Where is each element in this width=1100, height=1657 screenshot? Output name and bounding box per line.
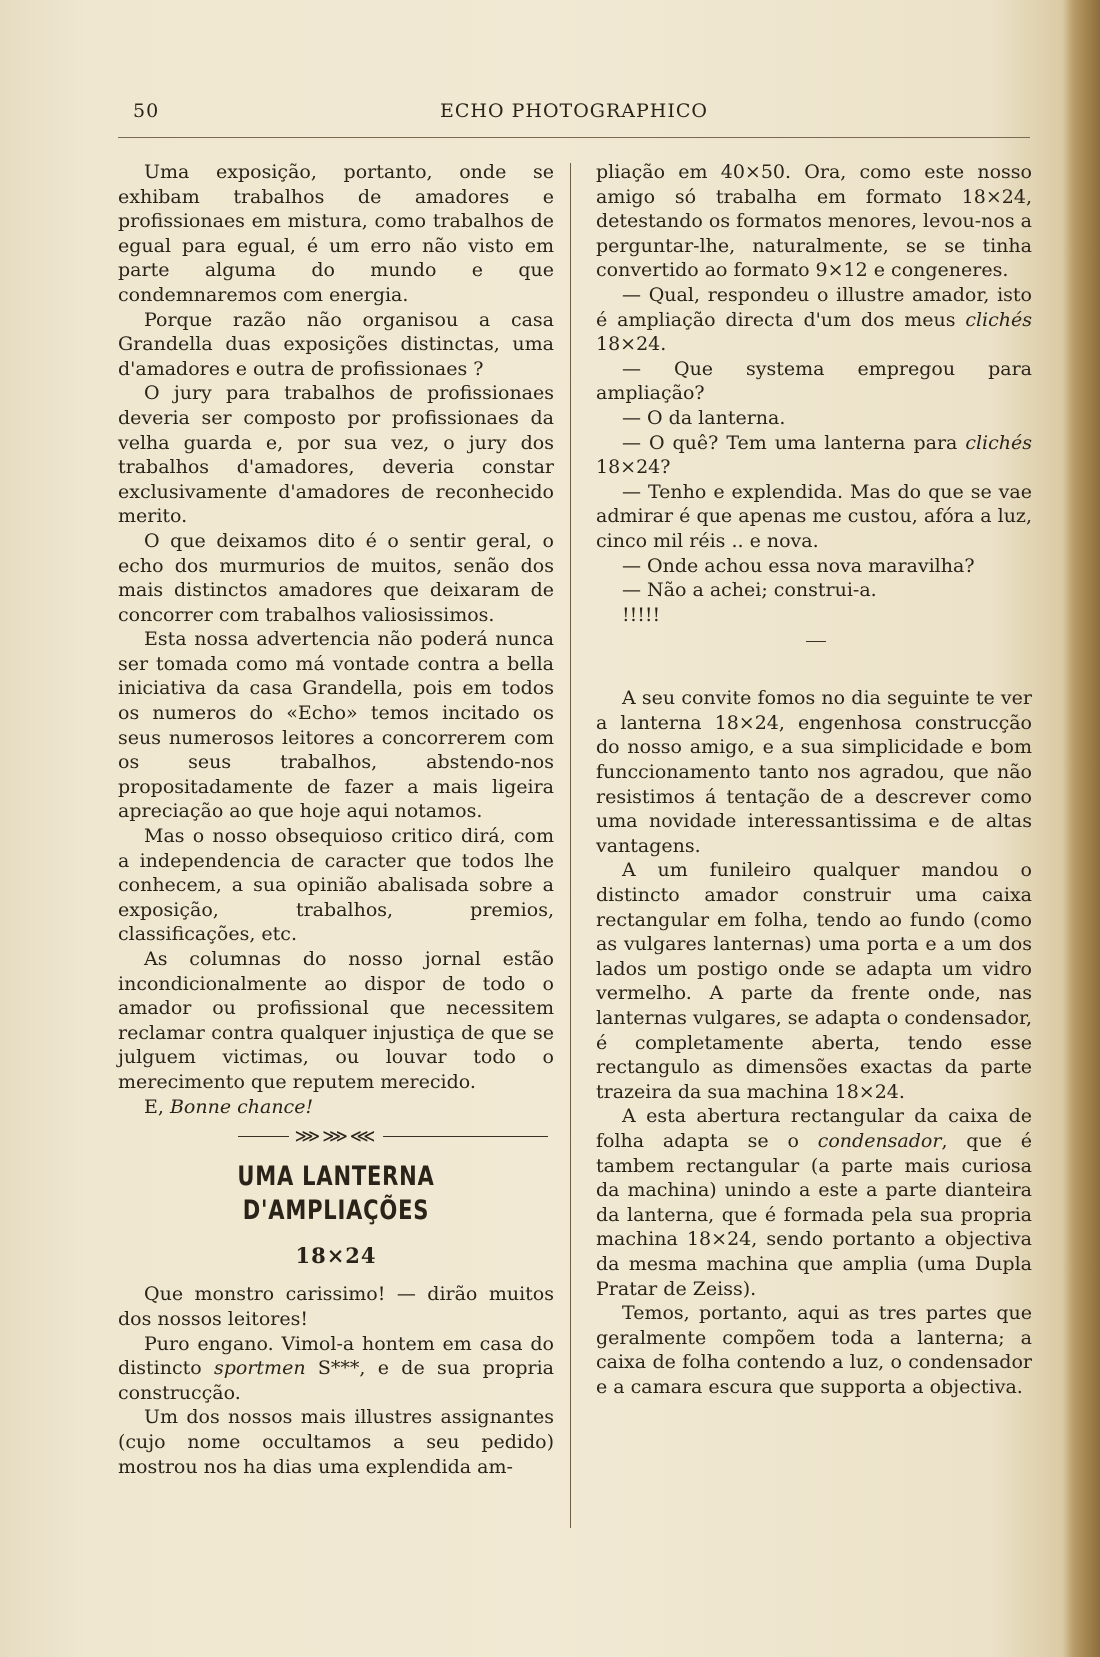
text-span: S***, e de sua propria construcção. (118, 1357, 554, 1404)
paragraph: Temos, portanto, aqui as tres partes que geralmente compõem toda a lanterna; a caixa de folha contendo a luz, o condensador e a camara escura que supporta a objectiva. (596, 1302, 1032, 1398)
paragraph (596, 1104, 1032, 1301)
text-span: A esta abertura rectangular da caixa de folha adapta se o (596, 1105, 1032, 1152)
section-subtitle: 18×24 (295, 1242, 377, 1268)
paragraph: — Tenho e explendida. Mas do que se vae admirar é que apenas me custou, afóra a luz, cinco mil réis .. e nova. (596, 480, 1032, 552)
paragraph (596, 431, 1032, 480)
text-span: 18×24? (596, 456, 671, 479)
spacer (596, 642, 1032, 686)
paragraph: pliação em 40×50. Ora, como este nosso amigo só trabalha em formato 18×24, detestando os formatos menores, levou-nos a perguntar-lhe, naturalmente, se se tinha convertido ao formato 9×12 e congeneres. (596, 161, 1032, 282)
section-ornament (118, 1125, 554, 1150)
header-rule (118, 137, 1030, 138)
paragraph: O jury para trabalhos de profissionaes deveria ser composto por profissionaes da velha guarda e, por sua vez, o jury dos trabalhos d'amadores, deveria constar exclusivamente d'amadores de reconhecido merito. (118, 382, 554, 528)
text-span: Puro engano. Vimol-a hontem em casa do distincto (118, 1332, 554, 1380)
section-title: UMA LANTERNA D'AMPLIAÇÕES (237, 1160, 435, 1226)
paragraph: Uma exposição, portanto, onde se exhibam trabalhos de amadores e profissionaes em mistura, como trabalhos de egual para egual, é um erro não visto em parte alguma do mundo e que condemnaremos com energia. (118, 161, 554, 306)
paragraph: — O da lanterna. (622, 406, 786, 429)
journal-title: ECHO PHOTOGRAPHICO (440, 100, 708, 122)
page-edge-shadow (1062, 0, 1100, 1657)
paragraph: Esta nossa advertencia não poderá nunca ser tomada como má vontade contra a bella iniciativa da casa Grandella, pois em todos os numeros do «Echo» temos incitado os seus numerosos leitores a concorrerem com os seus trabalhos, abstendo-nos propositadamente de fazer a mais ligeira apreciação ao que hoje aqui notamos. (118, 628, 554, 823)
text-span: , que é tambem rectangular (a parte mais curiosa da machina) unindo a este a parte dianteira da lanterna, que é formada pela sua propria machina 18×24, sendo portanto a objectiva da mesma machina que amplia (uma Dupla Pratar de Zeiss). (596, 1129, 1032, 1300)
paragraph: — Onde achou essa nova maravilha? (622, 554, 975, 577)
text-span: E, (144, 1095, 170, 1118)
paragraph: As columnas do nosso jornal estão incondicionalmente ao dispor de todo o amador ou profissional que necessitem reclamar contra qualquer injustiça de que se julguem victimas, ou louvar todo o merecimento que reputem merecido. (118, 948, 554, 1093)
italic-text: condensador (817, 1129, 942, 1152)
paragraph: O que deixamos dito é o sentir geral, o echo dos murmurios de muitos, senão dos mais distinctos amadores que deixaram de concorrer com trabalhos valiosissimos. (118, 529, 554, 626)
paragraph: — Que systema empregou para ampliação? (596, 357, 1032, 405)
paragraph: — Não a achei; construi-a. (622, 579, 877, 602)
paragraph: A seu convite fomos no dia seguinte te ver a lanterna 18×24, engenhosa construcção do nosso amigo, e a sua simplicidade e bom funccionamento tanto nos agradou, que não resistimos á tentação de a descrever como uma novidade interessantissima e de altas vantagens. (596, 687, 1032, 857)
italic-text: Bonne chance! (169, 1095, 314, 1118)
left-column (118, 160, 554, 1479)
paragraph: Mas o nosso obsequioso critico dirá, com a independencia de caracter que todos lhe conhecem, a sua opinião abalisada sobre a exposição, trabalhos, premios, classificações, etc. (118, 825, 554, 946)
text-span: 18×24. (596, 333, 667, 356)
paragraph: Um dos nossos mais illustres assignantes (cujo nome occultamos a seu pedido) mostrou nos ha dias uma explendida am- (118, 1406, 554, 1478)
paragraph (118, 1332, 554, 1406)
italic-text: clichés (965, 431, 1032, 454)
paragraph (596, 283, 1032, 357)
italic-text: clichés (965, 308, 1032, 331)
page-number: 50 (133, 100, 160, 122)
page-header (118, 96, 1030, 126)
paragraph (118, 1095, 554, 1120)
paragraph: A um funileiro qualquer mandou o distincto amador construir uma caixa rectangular em folha, tendo ao fundo (como as vulgares lanternas) uma porta e a um dos lados um postigo onde se adapta um vidro vermelho. A parte da frente onde, nas lanternas vulgares, se adapta o condensador, é completamente aberta, tendo esse rectangulo as dimensões exactas da parte trazeira da sua machina 18×24. (596, 859, 1032, 1103)
column-divider (570, 163, 571, 1528)
text-span: — Qual, respondeu o illustre amador, isto é ampliação directa d'um dos meus (596, 283, 1032, 331)
right-column (596, 160, 1032, 1400)
ornament-glyphs: ⋙⋙⋘ (289, 1126, 384, 1147)
paragraph: Porque razão não organisou a casa Grandella duas exposições distinctas, uma d'amadores e outra de profissionaes ? (118, 308, 554, 380)
italic-text: sportmen (213, 1357, 306, 1380)
paragraph: Que monstro carissimo! — dirão muitos dos nossos leitores! (118, 1283, 554, 1330)
text-span: — O quê? Tem uma lanterna para (622, 431, 966, 454)
paragraph: !!!!! (622, 603, 661, 626)
